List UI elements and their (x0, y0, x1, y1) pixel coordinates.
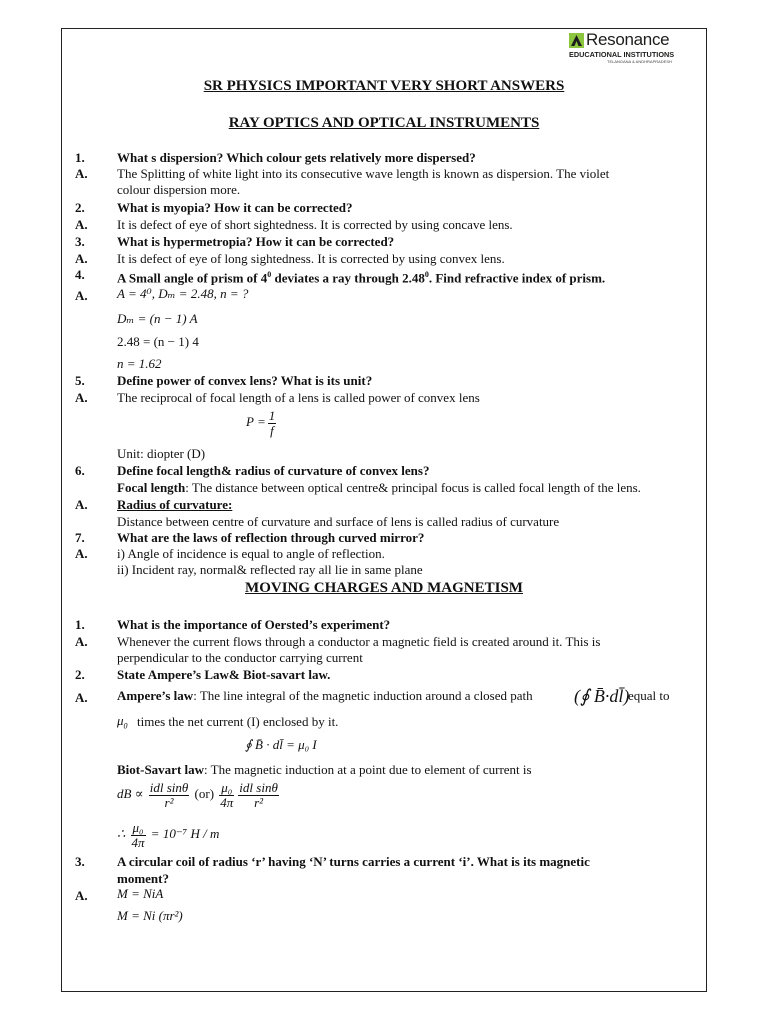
question-number: 4. (75, 267, 85, 282)
question-text: What is hypermetropia? How it can be corrected? (117, 234, 395, 249)
question-text: State Ampere’s Law& Biot-savart law. (117, 667, 331, 682)
ampere-equation: ∮ B̄ · dl̄ = μ₀ I (245, 737, 317, 752)
answer-text: It is defect of eye of long sightedness. It is corrected by using convex lens. (117, 251, 505, 266)
logo-name: Resonance (586, 30, 670, 49)
mu-zero: $\mu_0$ (117, 713, 128, 731)
closed-path-integral: (∮ B̄·dl̄) (574, 686, 630, 706)
answer-text: i) Angle of incidence is equal to angle of reflection. (117, 546, 385, 561)
answer-text: ii) Incident ray, normal& reflected ray all lie in same plane (117, 562, 423, 577)
focal-length-definition: Focal length: The distance between optical centre& principal focus is called focal length of the lens. (117, 480, 641, 495)
question-number: 3. (75, 234, 85, 249)
section-heading-ray-optics: RAY OPTICS AND OPTICAL INSTRUMENTS (228, 115, 540, 131)
math-line: M = NiA (117, 886, 164, 901)
math-line: Dₘ = (n − 1) A (117, 311, 198, 326)
unit-text: Unit: diopter (D) (117, 446, 206, 461)
ampere-law-text: Ampere’s law: The line integral of the magnetic induction around a closed path (117, 688, 533, 703)
answer-label: A. (75, 497, 88, 512)
question-text: What are the laws of reflection through curved mirror? (117, 530, 425, 545)
answer-label: A. (75, 546, 88, 561)
radius-heading: Radius of curvature: (117, 497, 233, 512)
logo-subtitle: EDUCATIONAL INSTITUTIONS (569, 50, 675, 59)
question-text: Define focal length& radius of curvature of convex lens? (117, 463, 430, 478)
answer-text: The reciprocal of focal length of a lens is called power of convex lens (117, 390, 480, 405)
logo-tagline: TELANGANA & ANDHRAPRADESH (607, 59, 672, 64)
answer-text: The Splitting of white light into its consecutive wave length is known as dispersion. The violet (117, 166, 610, 181)
answer-label: A. (75, 634, 88, 649)
resonance-logo (569, 30, 697, 64)
logo-mark-icon (569, 33, 584, 48)
question-number: 2. (75, 667, 85, 682)
math-line: A = 4⁰, Dₘ = 2.48, n = ? (117, 286, 249, 301)
math-line: 2.48 = (n − 1) 4 (117, 334, 199, 349)
math-line: M = Ni (πr²) (117, 908, 183, 923)
question-text: What s dispersion? Which colour gets relatively more dispersed? (117, 150, 476, 165)
permeability-constant: ∴ $\frac{\text{μ₀}}{4\pi}$ = 10⁻⁷ H / m (117, 819, 220, 850)
answer-label: A. (75, 166, 88, 181)
answer-text: colour dispersion more. (117, 182, 241, 197)
question-text: moment? (117, 871, 169, 886)
question-number: 1. (75, 150, 85, 165)
answer-text: It is defect of eye of short sightedness. It is corrected by using concave lens. (117, 217, 513, 232)
question-number: 5. (75, 373, 85, 388)
question-number: 6. (75, 463, 85, 478)
question-text: A Small angle of prism of $4^0$ deviates a ray through 2.48$^0$. Find refractive index of prism. (117, 270, 606, 286)
answer-text: Whenever the current flows through a conductor a magnetic field is created around it. This is (117, 634, 601, 649)
question-text: A circular coil of radius ‘r’ having ‘N’ turns carries a current ‘i’. What is its magnetic (117, 854, 590, 869)
question-number: 7. (75, 530, 85, 545)
question-text: What is the importance of Oersted’s experiment? (117, 617, 391, 632)
answer-label: A. (75, 251, 88, 266)
power-formula: P = $\frac{1}{f}$ (246, 407, 276, 438)
question-text: What is myopia? How it can be corrected? (117, 200, 353, 215)
section-heading-magnetism: MOVING CHARGES AND MAGNETISM (245, 580, 523, 596)
answer-label: A. (75, 288, 88, 303)
answer-text: perpendicular to the conductor carrying current (117, 650, 363, 665)
biot-savart-formula: dB ∝ $\frac{\text{idl sinθ}}{\text{r²}}$ (or) $\frac{\text{μ₀}}{4\pi}$ $\frac{\text{idl sinθ}}{\text{r²}}$ (117, 779, 278, 810)
answer-label: A. (75, 390, 88, 405)
question-text: Define power of convex lens? What is its unit? (117, 373, 373, 388)
ampere-tail: equal to (628, 688, 670, 703)
question-number: 1. (75, 617, 85, 632)
ampere-line2: times the net current (I) enclosed by it. (137, 714, 339, 729)
answer-label: A. (75, 888, 88, 903)
math-line: n = 1.62 (117, 356, 162, 371)
page-title: SR PHYSICS IMPORTANT VERY SHORT ANSWERS (203, 78, 565, 94)
question-number: 3. (75, 854, 85, 869)
answer-text: Distance between centre of curvature and surface of lens is called radius of curvature (117, 514, 560, 529)
question-number: 2. (75, 200, 85, 215)
answer-label: A. (75, 690, 88, 705)
answer-label: A. (75, 217, 88, 232)
biot-savart-text: Biot-Savart law: The magnetic induction at a point due to element of current is (117, 762, 532, 777)
